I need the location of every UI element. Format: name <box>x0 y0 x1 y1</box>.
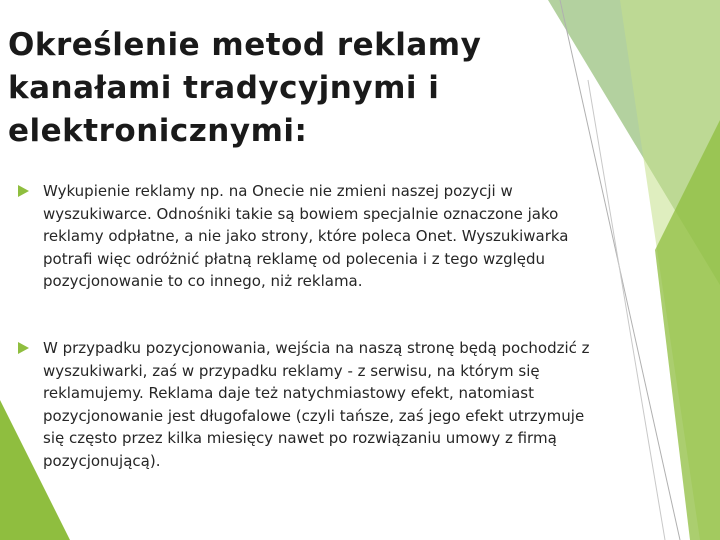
bullet-text: Wykupienie reklamy np. na Onecie nie zmieni naszej pozycji w wyszukiwarce. Odnośniki takie są bowiem specjalnie oznaczone jako reklamy odpłatne, a nie jako strony, które poleca Onet. Wyszukiwarka potrafi więc odróżnić płatną reklamę od polecenia i z tego względu pozycjonowanie to co innego, niż reklama. <box>43 182 569 291</box>
bullet-item <box>18 337 593 473</box>
bullet-list <box>18 180 593 473</box>
bullet-text: W przypadku pozycjonowania, wejścia na naszą stronę będą pochodzić z wyszukiwarki, zaś w przypadku reklamy - z serwisu, na którym się reklamujemy. Reklama daje też natychmiastowy efekt, natomiast pozycjonowanie jest długofalowe (czyli tańsze, zaś jego efekt utrzymuje się często przez kilka miesięcy nawet po rozwiązaniu umowy z firmą pozycjonującą). <box>43 338 590 470</box>
bullet-arrow-icon <box>18 342 29 354</box>
bullet-arrow-icon <box>18 185 29 197</box>
bullet-item <box>18 180 593 293</box>
slide-title: Określenie metod reklamy kanałami tradycyjnymi i elektronicznymi: <box>8 27 482 149</box>
